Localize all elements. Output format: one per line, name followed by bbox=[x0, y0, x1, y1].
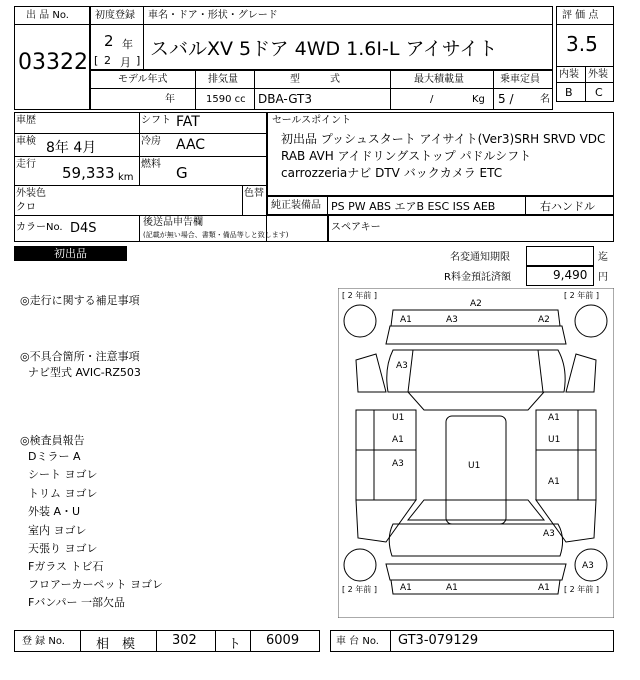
aftermarket-note: (記載が無い場合、書類・備品等しと致します) bbox=[143, 231, 289, 239]
chassis-value: GT3-079129 bbox=[398, 633, 479, 648]
ext-color-value: クロ bbox=[16, 202, 36, 213]
inspector-line: Fガラス トビ石 bbox=[28, 560, 104, 573]
fuel-value: G bbox=[176, 164, 188, 182]
damage-mark: A1 bbox=[538, 583, 550, 593]
mileage-value: 59,333 bbox=[62, 164, 115, 182]
damage-mark: A3 bbox=[392, 459, 404, 469]
history-label: 車歴 bbox=[16, 115, 36, 126]
sales-line: carrozzeriaナビ DTV バックカメラ ETC bbox=[281, 166, 503, 180]
score-label: 評 価 点 bbox=[562, 10, 599, 21]
fuel-label: 燃料 bbox=[141, 159, 161, 170]
reg-number: 6009 bbox=[266, 633, 300, 648]
load-slash: / bbox=[430, 94, 434, 105]
recycle-label: R料金預託済額 bbox=[444, 272, 511, 283]
load-unit: Kg bbox=[472, 94, 485, 105]
sales-line: RAB AVH アイドリングストップ パドルシフト bbox=[281, 149, 532, 163]
damage-mark: A3 bbox=[396, 361, 408, 371]
color-no-value: D4S bbox=[70, 221, 97, 236]
reg-class: 302 bbox=[172, 633, 197, 648]
defects-label: ◎不具合箇所・注意事項 bbox=[20, 350, 140, 363]
damage-mark: A1 bbox=[548, 413, 560, 423]
deadline-label: 名変通知期限 bbox=[450, 252, 510, 263]
genuine-value: PS PW ABS エアB ESC ISS AEB bbox=[331, 200, 496, 213]
color-no-label: カラーNo. bbox=[16, 222, 63, 233]
shift-label: シフト bbox=[141, 115, 171, 126]
car-diagram bbox=[338, 288, 614, 618]
inspector-line: シート ヨゴレ bbox=[28, 468, 98, 481]
cooling-value: AAC bbox=[176, 137, 206, 153]
shift-value: FAT bbox=[176, 114, 200, 130]
mileage-label: 走行 bbox=[16, 159, 36, 170]
lot-no-label: 出 品 No. bbox=[26, 10, 69, 21]
sales-line: 初出品 プッシュスタート アイサイト(Ver3)SRH SRVD VDC bbox=[281, 132, 606, 146]
reg-region: 相 模 bbox=[96, 637, 136, 652]
score-value: 3.5 bbox=[566, 32, 598, 56]
defects-line: ナビ型式 AVIC-RZ503 bbox=[28, 366, 141, 379]
exterior-label: 外装 bbox=[588, 69, 608, 80]
interior-label: 内装 bbox=[559, 69, 579, 80]
spare-value: スペアキー bbox=[331, 222, 381, 233]
inspector-line: 室内 ヨゴレ bbox=[28, 524, 87, 537]
damage-mark: A1 bbox=[400, 583, 412, 593]
recycle-value: 9,490 bbox=[553, 268, 588, 282]
exterior-grade: C bbox=[595, 86, 603, 99]
inspector-label: ◎検査員報告 bbox=[20, 434, 85, 447]
corner-label: [ 2 年前 ] bbox=[564, 585, 599, 594]
chassis-label: 車 台 No. bbox=[336, 636, 379, 647]
first-listing-banner bbox=[14, 246, 127, 261]
damage-mark: U1 bbox=[548, 435, 561, 445]
damage-mark: U1 bbox=[468, 461, 481, 471]
inspector-line: Fバンパー 一部欠品 bbox=[28, 596, 126, 609]
damage-mark: A3 bbox=[446, 315, 458, 325]
genuine-label: 純正装備品 bbox=[271, 200, 321, 211]
damage-mark: U1 bbox=[392, 413, 405, 423]
damage-mark: A2 bbox=[538, 315, 550, 325]
first-reg-year-unit: 年 bbox=[122, 38, 133, 51]
corner-label: [ 2 年前 ] bbox=[342, 291, 377, 300]
inspection-label: 車検 bbox=[16, 136, 36, 147]
displacement-value: 1590 cc bbox=[206, 94, 246, 105]
first-listing-text: 初出品 bbox=[54, 247, 87, 260]
steering-value: 右ハンドル bbox=[540, 200, 595, 213]
capacity-unit: 名 bbox=[540, 94, 550, 105]
driving-notes-label: ◎走行に関する補足事項 bbox=[20, 294, 140, 307]
ext-color-label: 外装色 bbox=[16, 188, 46, 199]
first-reg-month: 2 bbox=[104, 54, 111, 67]
damage-mark: A1 bbox=[548, 477, 560, 487]
mileage-unit: km bbox=[118, 172, 134, 183]
color-change-label: 色替 bbox=[244, 188, 264, 199]
interior-grade: B bbox=[565, 86, 573, 99]
first-reg-label: 初度登録 bbox=[95, 10, 135, 21]
damage-mark: A1 bbox=[400, 315, 412, 325]
corner-label: [ 2 年前 ] bbox=[342, 585, 377, 594]
deadline-box bbox=[526, 246, 594, 266]
load-label: 最大積載量 bbox=[414, 74, 464, 85]
first-reg-month-unit: 月 bbox=[120, 56, 131, 69]
type-label: 型 式 bbox=[290, 74, 340, 85]
damage-mark: A1 bbox=[446, 583, 458, 593]
recycle-unit: 円 bbox=[598, 272, 608, 283]
sales-label: セールスポイント bbox=[272, 115, 352, 126]
model-year-unit: 年 bbox=[165, 94, 175, 105]
type-value: DBA-GT3 bbox=[258, 92, 313, 106]
vehicle-name: スバルXV 5ドア 4WD 1.6I-L アイサイト bbox=[150, 38, 498, 60]
vehicle-name-label: 車名・ドア・形状・グレード bbox=[148, 10, 278, 21]
displacement-label: 排気量 bbox=[208, 74, 238, 85]
cooling-label: 冷房 bbox=[141, 136, 161, 147]
aftermarket-label: 後送品申告欄 bbox=[143, 217, 203, 228]
damage-mark: A3 bbox=[582, 561, 594, 571]
capacity-label: 乗車定員 bbox=[500, 74, 540, 85]
inspector-line: 天張り ヨゴレ bbox=[28, 542, 98, 555]
first-reg-year: 2 bbox=[104, 32, 114, 50]
inspector-line: トリム ヨゴレ bbox=[28, 487, 98, 500]
inspector-line: 外装 A・U bbox=[28, 505, 81, 518]
damage-mark: A2 bbox=[470, 299, 482, 309]
inspector-line: フロアーカーペット ヨゴレ bbox=[28, 578, 163, 591]
corner-label: [ 2 年前 ] bbox=[564, 291, 599, 300]
reg-kana: ト bbox=[228, 637, 242, 652]
inspection-value: 8年 4月 bbox=[46, 140, 97, 156]
capacity-value: 5 / bbox=[498, 92, 514, 106]
lot-no: 03322 bbox=[18, 50, 88, 75]
inspector-line: Dミラー A bbox=[28, 450, 81, 463]
deadline-unit: 迄 bbox=[598, 252, 608, 263]
damage-mark: A1 bbox=[392, 435, 404, 445]
damage-mark: A3 bbox=[543, 529, 555, 539]
reg-label: 登 録 No. bbox=[22, 636, 65, 647]
model-year-label: モデル年式 bbox=[118, 74, 168, 85]
